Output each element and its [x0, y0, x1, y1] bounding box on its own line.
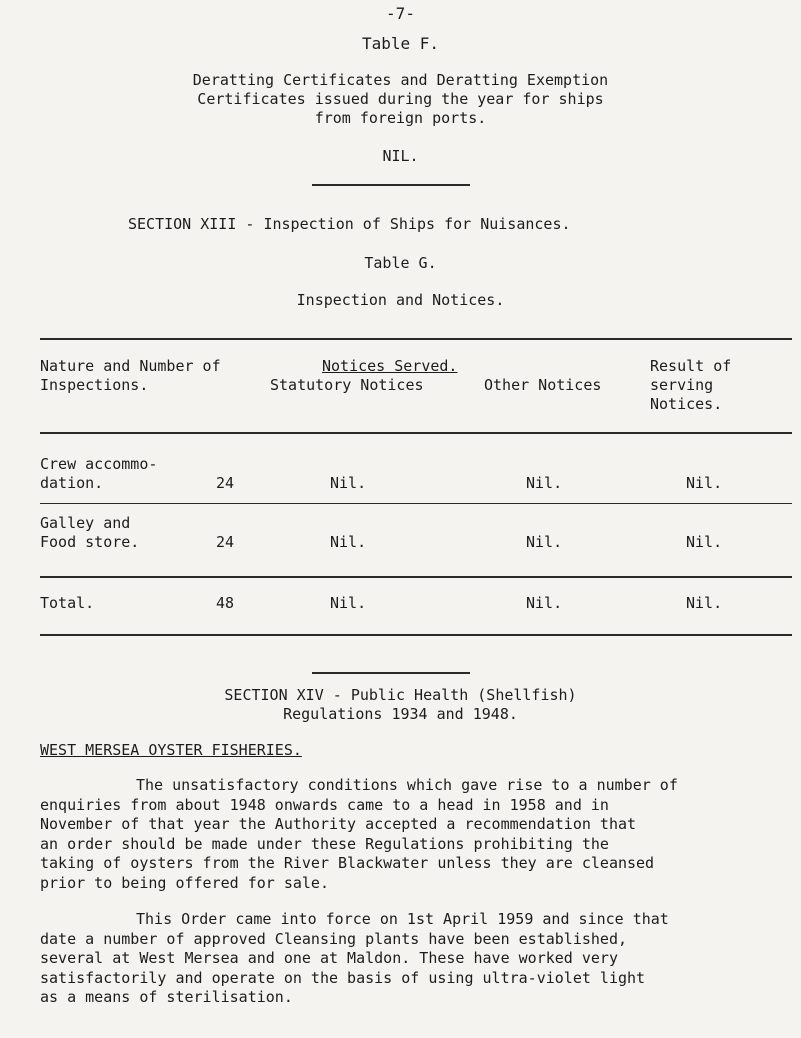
paragraph-1-line: November of that year the Authority accepted a recommendation that — [40, 815, 637, 833]
table-f-desc-1: Deratting Certificates and Deratting Exemption — [192, 71, 609, 89]
row-galley-statutory: Nil. — [330, 533, 367, 551]
paragraph-1-line: The unsatisfactory conditions which gave rise to a number of — [136, 776, 678, 794]
row-crew-label-line2: dation. — [40, 474, 104, 492]
header-result-line3: Notices. — [650, 395, 723, 413]
row-total-label: Total. — [40, 594, 95, 612]
row-galley-label-line2: Food store. — [40, 533, 140, 551]
table-g-subtitle: Inspection and Notices. — [296, 291, 505, 309]
section-xiv-heading-1: SECTION XIV - Public Health (Shellfish) — [224, 686, 577, 704]
header-nature-line1: Nature and Number of — [40, 357, 221, 375]
row-crew-statutory: Nil. — [330, 474, 367, 492]
header-bottom-rule — [40, 432, 792, 434]
table-g-label: Table G. — [364, 254, 437, 272]
paragraph-1 — [40, 776, 800, 893]
paragraph-2-line: date a number of approved Cleansing plants have been established, — [40, 929, 627, 948]
section-xiv-subheading: WEST MERSEA OYSTER FISHERIES. — [40, 741, 302, 759]
table-f-title: Table F. — [361, 34, 440, 53]
section-xiii-heading: SECTION XIII - Inspection of Ships for Nuisances. — [128, 215, 571, 233]
row-crew-label-line1: Crew accommo- — [40, 455, 158, 473]
row-crew-other: Nil. — [526, 474, 563, 492]
row-total-number: 48 — [216, 594, 235, 612]
header-notices-served: Notices Served. — [322, 357, 458, 375]
row-total-result: Nil. — [686, 594, 723, 612]
table-f-value: NIL. — [382, 147, 419, 165]
paragraph-1-line: an order should be made under these Regulations prohibiting the — [40, 834, 609, 853]
paragraph-2-line: This Order came into force on 1st April 1959 and since that — [136, 910, 669, 928]
paragraph-2-line: satisfactorily and operate on the basis of using ultra-violet light — [40, 968, 646, 987]
header-nature-line2: Inspections. — [40, 376, 149, 394]
row-total-statutory: Nil. — [330, 594, 367, 612]
paragraph-2-line: several at West Mersea and one at Maldon. These have worked very — [40, 949, 618, 967]
page-number: -7- — [386, 4, 415, 23]
paragraph-2 — [40, 910, 800, 1008]
table-f-desc-3: from foreign ports. — [314, 109, 487, 127]
table-f-desc-2: Certificates issued during the year for ships — [197, 90, 604, 108]
header-result-line2: serving — [650, 376, 714, 394]
row-divider — [40, 503, 792, 504]
row-galley-result: Nil. — [686, 533, 723, 551]
row-crew-number: 24 — [216, 474, 235, 492]
row-crew-result: Nil. — [686, 474, 723, 492]
paragraph-1-line: prior to being offered for sale. — [40, 873, 329, 892]
section-divider — [312, 672, 470, 674]
row-divider — [40, 576, 792, 578]
table-bottom-rule — [40, 634, 792, 636]
row-total-other: Nil. — [526, 594, 563, 612]
paragraph-1-line: taking of oysters from the River Blackwater unless they are cleansed — [40, 854, 655, 872]
header-result-line1: Result of — [650, 357, 732, 375]
header-statutory: Statutory Notices — [270, 376, 424, 394]
paragraph-1-line: enquiries from about 1948 onwards came to a head in 1958 and in — [40, 795, 609, 814]
section-xiv-heading-2: Regulations 1934 and 1948. — [283, 705, 518, 723]
row-galley-label-line1: Galley and — [40, 514, 131, 532]
row-galley-number: 24 — [216, 533, 235, 551]
row-galley-other: Nil. — [526, 533, 563, 551]
table-top-rule — [40, 338, 792, 340]
header-other: Other Notices — [484, 376, 602, 394]
paragraph-2-line: as a means of sterilisation. — [40, 988, 293, 1006]
section-divider — [312, 184, 470, 186]
